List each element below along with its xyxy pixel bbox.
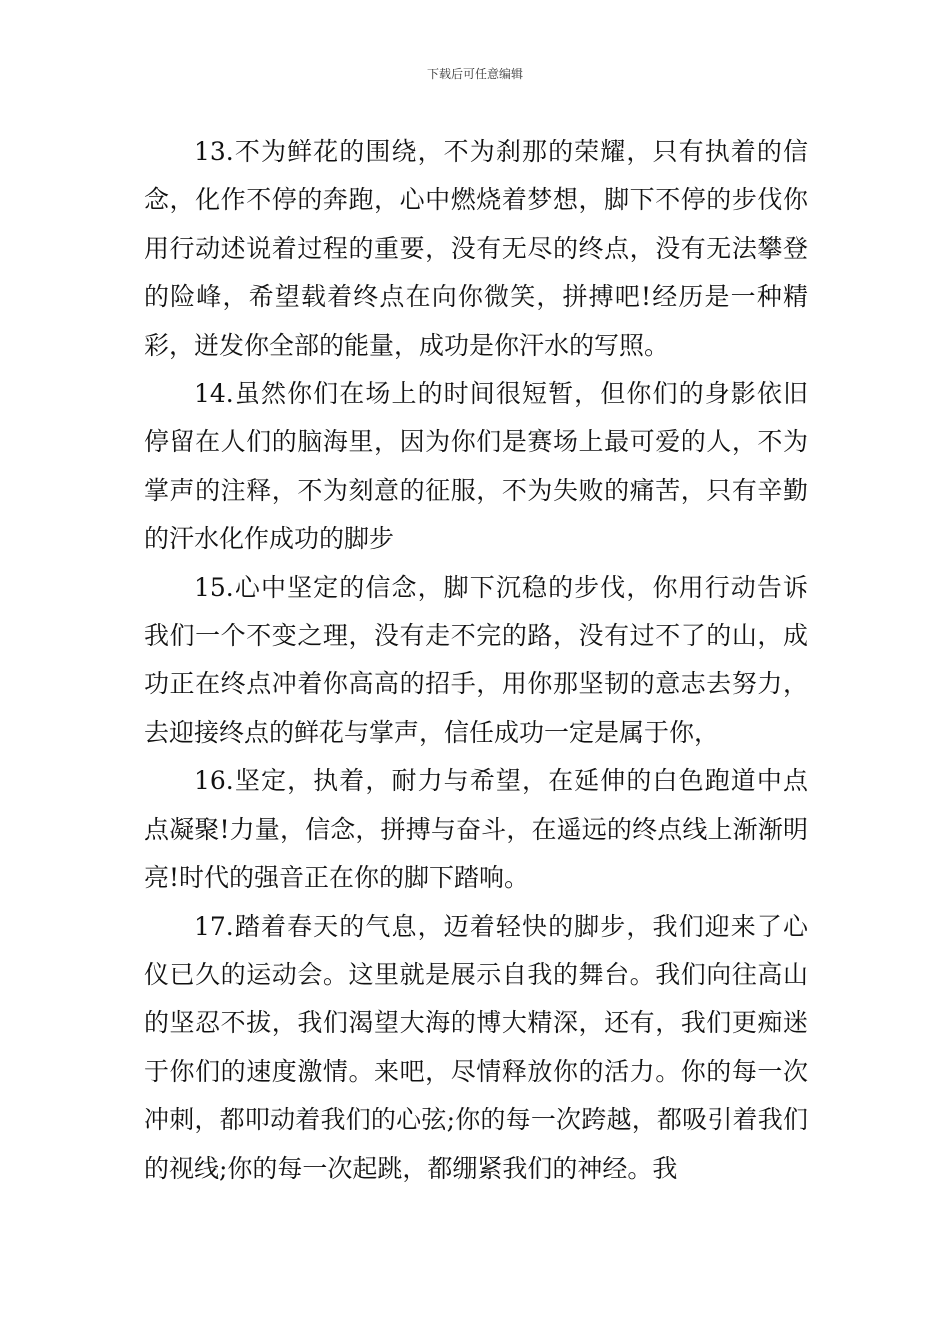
paragraph-16: 16.坚定，执着，耐力与希望，在延伸的白色跑道中点点凝聚!力量，信念，拼搏与奋斗，在遥远的终点线上渐渐明亮!时代的强音正在你的脚下踏响。 <box>144 766 808 893</box>
paragraph-15: 15.心中坚定的信念，脚下沉稳的步伐，你用行动告诉我们一个不变之理，没有走不完的路，没有过不了的山，成功正在终点冲着你高高的招手，用你那坚韧的意志去努力，去迎接终点的鲜花与掌声，信任成功一定是属于你， <box>144 572 808 747</box>
paragraph-14: 14.虽然你们在场上的时间很短暂，但你们的身影依旧停留在人们的脑海里，因为你们是赛场上最可爱的人，不为掌声的注释，不为刻意的征服，不为失败的痛苦，只有辛勤的汗水化作成功的脚步 <box>144 379 808 554</box>
page-header: 下载后可任意编辑 <box>426 67 523 81</box>
paragraph-17: 17.踏着春天的气息，迈着轻快的脚步，我们迎来了心仪已久的运动会。这里就是展示自我的舞台。我们向往高山的坚忍不拔，我们渴望大海的博大精深，还有，我们更痴迷于你们的速度激情。来吧，尽情释放你的活力。你的每一次冲刺，都叩动着我们的心弦;你的每一次跨越，都吸引着我们的视线;你的每一次起跳，都绷紧我们的神经。我 <box>144 911 808 1183</box>
document-body <box>144 128 808 1193</box>
paragraph-13: 13.不为鲜花的围绕，不为刹那的荣耀，只有执着的信念，化作不停的奔跑，心中燃烧着梦想，脚下不停的步伐你用行动述说着过程的重要，没有无尽的终点，没有无法攀登的险峰，希望载着终点在向你微笑，拼搏吧!经历是一种精彩，迸发你全部的能量，成功是你汗水的写照。 <box>144 137 808 360</box>
